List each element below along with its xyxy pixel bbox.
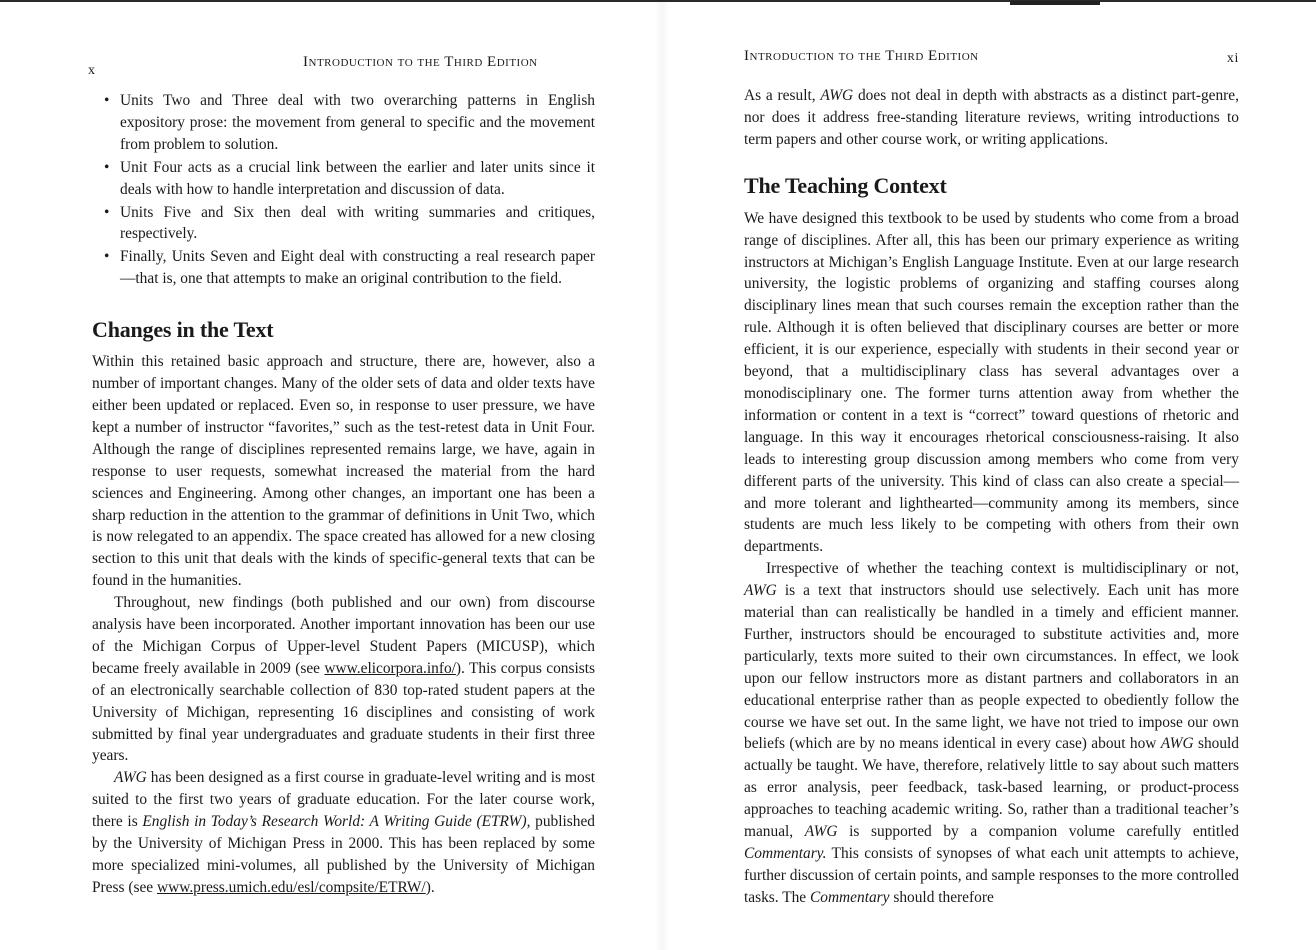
awg-title: AWG — [744, 582, 777, 600]
paragraph-text: does not deal in depth with abstracts as a distinct part-genre, nor does it address free-standing literature reviews, writing introductions to term papers and other course work, or writing applications. — [744, 87, 1239, 148]
paragraph-text: As a result, — [744, 87, 821, 104]
list-item: • Units Five and Six then deal with writing summaries and critiques, respectively. — [92, 202, 595, 246]
paragraph-text: Irrespective of whether the teaching context is multidisciplinary or not, — [766, 560, 1239, 578]
paragraph-text: should therefore — [889, 888, 994, 906]
paragraph-text: has been designed as a first course in graduate-level writing and is most suited to the first two years of graduate education. For the later course work, there is — [92, 769, 595, 831]
paragraph-selective-use — [744, 558, 1239, 909]
section-heading-changes: Changes in the Text — [92, 317, 274, 343]
paragraph-text: published by the University of Michigan Press in 2000. This has been replaced by some more specialized mini-volumes, all published by the University of Michigan Press (see — [92, 813, 595, 896]
paragraph-text: ). — [425, 878, 435, 896]
page-number-xi: xi — [1226, 51, 1239, 66]
awg-title: AWG — [114, 769, 147, 787]
awg-title: AWG — [820, 87, 854, 104]
list-item: • Unit Four acts as a crucial link between the earlier and later units since it deals with how to handle interpretation and discussion of data. — [92, 157, 595, 201]
left-page — [88, 52, 595, 899]
paragraph-abstracts — [744, 85, 1239, 151]
left-running-header — [88, 52, 595, 78]
unit-bullet-list — [92, 90, 595, 290]
page-number-x: x — [88, 63, 96, 78]
top-edge-mark — [1010, 1, 1100, 5]
awg-title: AWG — [1160, 735, 1194, 753]
paragraph-findings — [92, 592, 595, 767]
running-head-title: Introduction to the Third Edition — [303, 54, 538, 70]
book-gutter — [655, 0, 669, 950]
etrw-book-title: English in Today’s Research World: A Writing Guide (ETRW), — [142, 813, 531, 831]
paragraph-text: ). This corpus consists of an electronically searchable collection of 830 top-rated student papers at the University of Michigan, representing 16 disciplines and consisting of work submitted by final year undergraduates and graduate students in their first three years. — [92, 659, 595, 765]
press-umich-link[interactable]: www.press.umich.edu/esl/compsite/ETRW/ — [156, 878, 426, 896]
paragraph-text: This consists of synopses of what each unit attempts to achieve, further discussion of certain points, and sample responses to the more controlled tasks. The — [744, 845, 1239, 906]
paragraph-text: is supported by a companion volume carefully entitled — [837, 823, 1239, 841]
commentary-title: Commentary — [809, 888, 890, 906]
awg-title: AWG — [804, 823, 838, 841]
commentary-title: Commentary. — [744, 845, 827, 862]
section-heading-teaching-context: The Teaching Context — [744, 172, 947, 198]
list-item: • Units Two and Three deal with two overarching patterns in English expository prose: the movement from general to specific and the movement from problem to solution. — [92, 90, 595, 156]
paragraph-awg-course — [92, 767, 595, 898]
right-page — [744, 46, 1239, 909]
right-running-header — [744, 46, 1239, 68]
elicorpora-link[interactable]: www.elicorpora.info/ — [324, 659, 456, 677]
running-head-title: Introduction to the Third Edition — [744, 48, 979, 64]
paragraph-text: should actually be taught. We have, therefore, relatively little to say about such matters as error analysis, peer feedback, task-based learning, or product-process approaches to teaching academic writing. So, rather than a traditional teacher’s manual, — [744, 735, 1240, 841]
paragraph-teaching-context: We have designed this textbook to be used by students who come from a broad range of disciplines. After all, this has been our primary experience as writing instructors at Michigan’s English Language Institute. Even at our large research university, the logistic problems of organizing and staffing courses along disciplinary lines mean that such courses remain the exception rather than the rule. Although it is often believed that disciplinary courses are better or more efficient, it is our experience, especially with students in their second year or beyond, that a multidisciplinary class has several advantages over a monodisciplinary one. The former turns attention away from whether the information or content in a text is “correct” toward questions of rhetoric and language. In this way it encourages rhetorical consciousness-raising. It also leads to interesting group discussion among members who come from very different parts of the university. This kind of class can also create a special—and more tolerant and lighthearted—community among its members, since students are much less likely to be competing with others from their own departments. — [744, 209, 1239, 556]
paragraph-changes: Within this retained basic approach and structure, there are, however, also a number of important changes. Many of the older sets of data and older texts have either been updated or replaced. Even so, in response to user pressure, we have kept a number of instructor “favorites,” such as the test-retest data in Unit Four. Although the range of disciplines represented remains large, we have, again in response to user requests, somewhat increased the material from the hard sciences and Engineering. Among other changes, an important one has been a sharp reduction in the attention to the grammar of definitions in Unit Two, which is now relegated to an appendix. The space created has allowed for a new closing section to this unit that deals with the kinds of specific-general texts that can be found in the humanities. — [92, 353, 595, 590]
paragraph-text: is a text that instructors should use selectively. Each unit has more material than can realistically be handled in a timely and efficient manner. Further, instructors should be encouraged to substitute activities and, more particularly, texts more suited to their own circumstances. In effect, we look upon our fellow instructors more as distant partners and collaborators in an educational enterprise rather than as people expected to obediently follow the course we have set out. In the same light, we have not tried to impose our own beliefs (which are by no means identical in every case) about how — [744, 582, 1239, 753]
paragraph-text: Throughout, new findings (both published and our own) from discourse analysis have been incorporated. Another important innovation has been our use of the Michigan Corpus of Upper-level Student Papers (MICUSP), which became freely available in 2009 (see — [92, 594, 595, 677]
list-item: • Finally, Units Seven and Eight deal with constructing a real research paper—that is, one that attempts to make an original contribution to the field. — [92, 246, 595, 290]
